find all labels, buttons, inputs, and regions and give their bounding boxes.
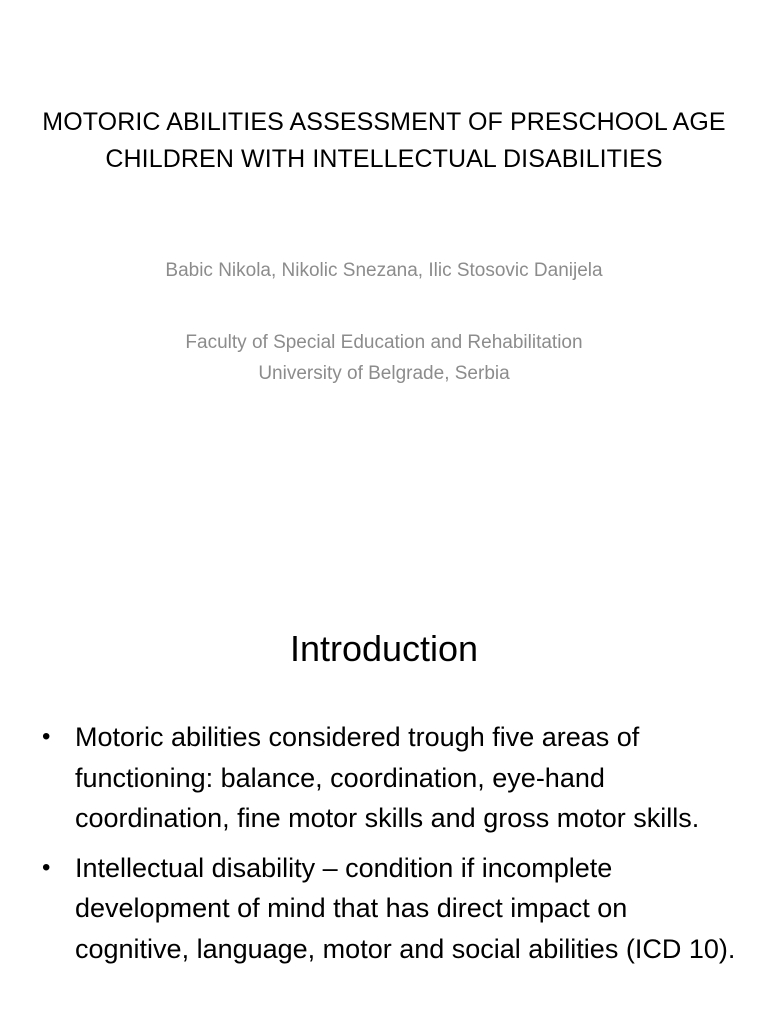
bullet-item [40, 848, 740, 970]
affiliation [40, 327, 728, 389]
slide-heading: Introduction [289, 628, 479, 669]
presentation-title: MOTORIC ABILITIES ASSESSMENT OF PRESCHOOL AGE CHILDREN WITH INTELLECTUAL DISABILITIES [42, 108, 726, 173]
bullet-text: Motoric abilities considered trough five areas of functioning: balance, coordination, eye-hand coordination, fine motor skills and gross motor skills. [75, 722, 700, 833]
bullet-text: Intellectual disability – condition if incomplete development of mind that has direct impact on cognitive, language, motor and social abilities (ICD 10). [75, 852, 736, 964]
affiliation-university: University of Belgrade, Serbia [258, 363, 510, 384]
bullet-item [40, 717, 740, 839]
bullet-dot-icon: • [42, 853, 51, 881]
bullet-list [40, 717, 740, 978]
introduction-slide [0, 555, 768, 1024]
affiliation-faculty: Faculty of Special Education and Rehabilitation [185, 332, 583, 353]
bullet-dot-icon: • [42, 723, 51, 750]
authors-line: Babic Nikola, Nikolic Snezana, Ilic Stosovic Danijela [165, 260, 603, 281]
